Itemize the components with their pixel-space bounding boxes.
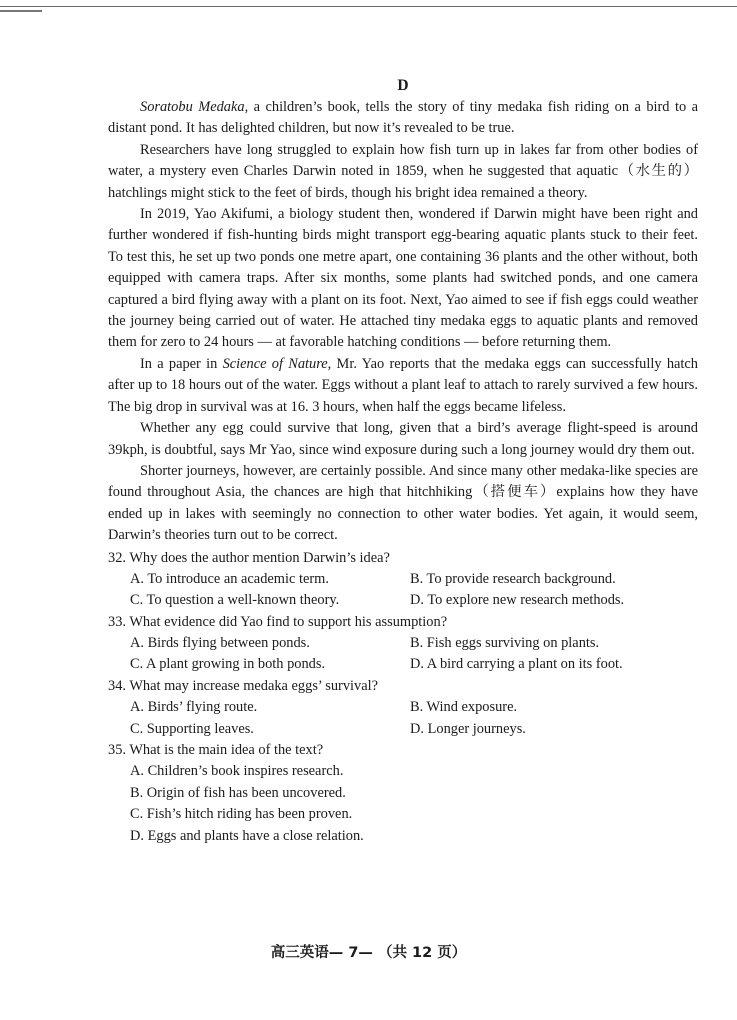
question-stem: 32. Why does the author mention Darwin’s idea? <box>108 549 390 566</box>
question-block <box>108 548 698 612</box>
section-heading: D <box>397 77 409 94</box>
answer-option: A. To introduce an academic term. <box>130 570 329 587</box>
option-list <box>130 697 698 740</box>
answer-option: D. Eggs and plants have a close relation. <box>130 827 364 844</box>
question-block <box>108 740 698 847</box>
option-list <box>130 633 698 676</box>
answer-option: C. A plant growing in both ponds. <box>130 656 326 673</box>
reading-passage <box>108 97 698 547</box>
answer-option: A. Birds flying between ponds. <box>130 635 310 652</box>
paragraph-text: , Mr. Yao reports that the medaka eggs can successfully hatch after up to 18 hours out of the water. Eggs without a plant leaf to attach to rarely survived a few hours. The big drop in survival was at 16. 3 hours, when half the eggs became lifeless. <box>108 355 698 415</box>
answer-option: D. Longer journeys. <box>410 720 526 737</box>
answer-option: B. To provide research background. <box>410 570 616 587</box>
paragraph-text: Whether any egg could survive that long, given that a bird’s average flight-speed is around 39kph, is doubtful, says Mr Yao, since wind exposure during such a long journey would dry them out. <box>108 420 698 458</box>
answer-option: C. Supporting leaves. <box>130 720 254 737</box>
answer-option: A. Birds’ flying route. <box>130 699 258 716</box>
answer-option: C. Fish’s hitch riding has been proven. <box>130 806 353 823</box>
answer-option: B. Wind exposure. <box>410 699 518 716</box>
answer-option: A. Children’s book inspires research. <box>130 763 344 780</box>
paragraph-text: In 2019, Yao Akifumi, a biology student then, wondered if Darwin might have been right and further wondered if fish-hunting birds might transport egg-bearing aquatic plants stuck to their feet. To test this, he set up two ponds one metre apart, one containing 36 plants and the other without, both equipped with camera traps. After six months, some plants had switched ponds, and one camera captured a bird flying away with a plant on its foot. Next, Yao aimed to see if fish eggs could weather the journey being carried out of water. He attached tiny medaka eggs to aquatic plants and removed them for zero to 24 hours — at favorable hatching conditions — before returning them. <box>108 206 698 351</box>
paragraph-text: Shorter journeys, however, are certainly possible. And since many other medaka-like species are found throughout Asia, the chances are high that hitchhiking（搭便车）explains how they have ended up in lakes with seemingly no connection to other water bodies. Yet again, it would seem, Darwin’s theories turn out to be correct. <box>108 462 698 544</box>
question-stem: 34. What may increase medaka eggs’ survival? <box>108 677 378 694</box>
passage-paragraph <box>108 140 698 204</box>
option-list <box>130 569 698 612</box>
answer-option: B. Origin of fish has been uncovered. <box>130 784 346 801</box>
page-footer: 高三英语— 7— （共 12 页） <box>270 945 467 961</box>
passage-paragraph <box>108 204 698 354</box>
answer-option: C. To question a well-known theory. <box>130 592 340 609</box>
passage-paragraph <box>108 418 698 461</box>
answer-option: D. To explore new research methods. <box>410 592 625 609</box>
question-stem: 35. What is the main idea of the text? <box>108 742 324 759</box>
answer-option: B. Fish eggs surviving on plants. <box>410 635 600 652</box>
question-block <box>108 676 698 740</box>
question-stem: 33. What evidence did Yao find to support his assumption? <box>108 613 448 630</box>
paragraph-text: In a paper in <box>140 355 223 372</box>
answer-option: D. A bird carrying a plant on its foot. <box>410 656 623 673</box>
top-rule <box>0 6 737 7</box>
italic-title: Science of Nature <box>222 355 328 372</box>
option-list <box>130 761 698 847</box>
passage-paragraph <box>108 354 698 418</box>
passage-paragraph <box>108 461 698 547</box>
paragraph-text: , a children’s book, tells the story of tiny medaka fish riding on a bird to a distant pond. It has delighted children, but now it’s revealed to be true. <box>108 99 698 137</box>
italic-title: Soratobu Medaka <box>140 99 245 115</box>
question-list <box>108 548 698 847</box>
exam-page <box>108 75 698 847</box>
top-rule-mark <box>0 10 42 12</box>
question-block <box>108 612 698 676</box>
paragraph-text: Researchers have long struggled to explain how fish turn up in lakes far from other bodies of water, a mystery even Charles Darwin noted in 1859, when he suggested that aquatic（水生的）hatchlings might stick to the feet of birds, though his bright idea remained a theory. <box>108 141 698 201</box>
passage-paragraph <box>108 97 698 140</box>
